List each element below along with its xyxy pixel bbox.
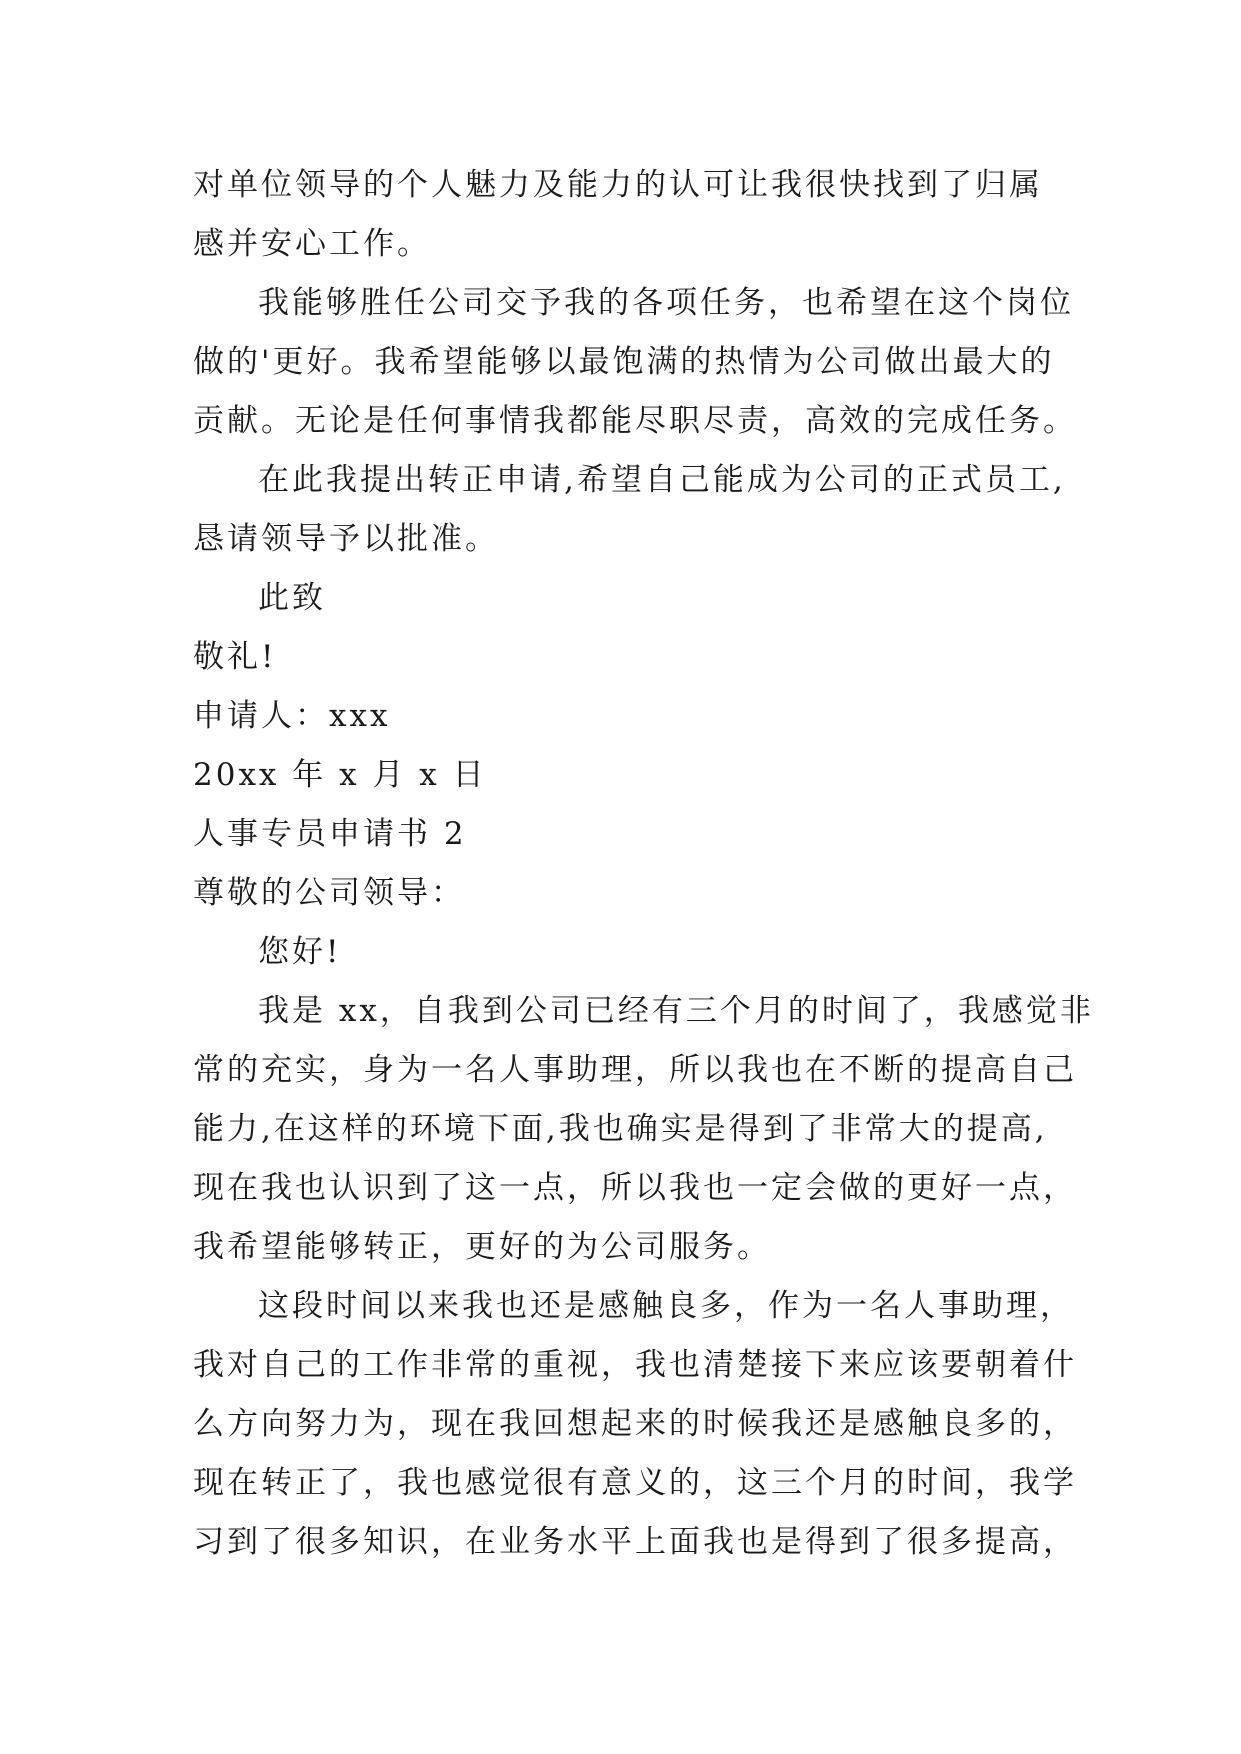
- application-date: 20xx 年 x 月 x 日: [193, 757, 487, 793]
- text-line: 恳请领导予以批准。: [193, 521, 499, 557]
- section-title: 人事专员申请书 2: [193, 816, 467, 852]
- text-line: 能力,在这样的环境下面,我也确实是得到了非常大的提高,: [193, 1111, 1048, 1147]
- text-line: 我是 xx，自我到公司已经有三个月的时间了，我感觉非: [258, 993, 1094, 1029]
- text-line: 习到了很多知识，在业务水平上面我也是得到了很多提高，: [193, 1524, 1077, 1560]
- applicant-name: 申请人：xxx: [193, 698, 391, 734]
- text-line: 么方向努力为，现在我回想起来的时候我还是感触良多的，: [193, 1406, 1077, 1442]
- text-line: 对单位领导的个人魅力及能力的认可让我很快找到了归属: [193, 167, 1043, 203]
- text-line: 我希望能够转正，更好的为公司服务。: [193, 1229, 771, 1265]
- text-line: 这段时间以来我也还是感触良多，作为一名人事助理，: [258, 1288, 1074, 1324]
- text-line: 感并安心工作。: [193, 226, 431, 262]
- text-line: 贡献。无论是任何事情我都能尽职尽责，高效的完成任务。: [193, 403, 1077, 439]
- text-line: 做的'更好。我希望能够以最饱满的热情为公司做出最大的: [193, 344, 1055, 380]
- text-line: 我能够胜任公司交予我的各项任务，也希望在这个岗位: [258, 285, 1074, 321]
- closing-salutation: 此致: [258, 580, 326, 616]
- text-line: 现在转正了，我也感觉很有意义的，这三个月的时间，我学: [193, 1465, 1077, 1501]
- text-line: 我对自己的工作非常的重视，我也清楚接下来应该要朝着什: [193, 1347, 1077, 1383]
- text-line: 在此我提出转正申请,希望自己能成为公司的正式员工,: [258, 462, 1066, 498]
- closing-regards: 敬礼!: [193, 639, 277, 675]
- greeting-recipient: 尊敬的公司领导：: [193, 875, 465, 911]
- greeting: 您好!: [258, 934, 342, 970]
- text-line: 常的充实，身为一名人事助理，所以我也在不断的提高自己: [193, 1052, 1077, 1088]
- text-line: 现在我也认识到了这一点，所以我也一定会做的更好一点，: [193, 1170, 1077, 1206]
